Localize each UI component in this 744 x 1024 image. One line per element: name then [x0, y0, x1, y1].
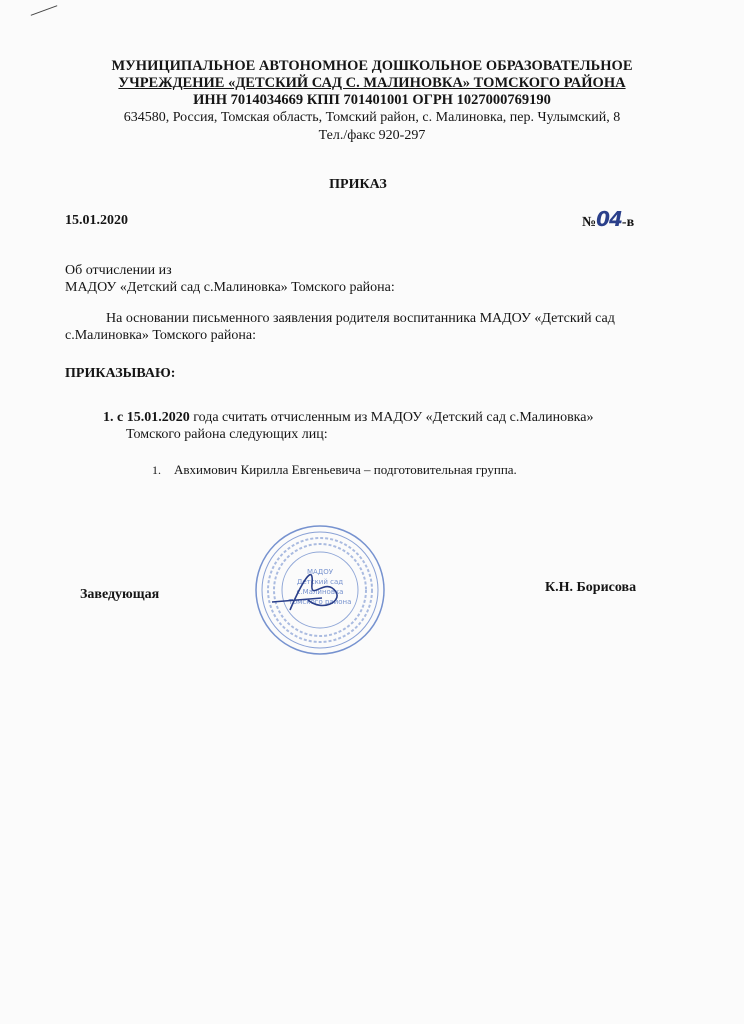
- item-1-number: 1.: [103, 410, 114, 425]
- basis-line-2: с.Малиновка» Томского района:: [65, 328, 256, 343]
- scan-mark: [31, 5, 58, 16]
- signature-role: Заведующая: [80, 587, 160, 602]
- subject-line-1: Об отчислении из: [65, 263, 172, 278]
- subitem-number: 1.: [152, 463, 161, 477]
- header-address: 634580, Россия, Томская область, Томский район, с. Малиновка, пер. Чулымский, 8: [123, 110, 621, 125]
- subject-line-2: МАДОУ «Детский сад с.Малиновка» Томского района:: [65, 280, 395, 295]
- header-line-2: УЧРЕЖДЕНИЕ «ДЕТСКИЙ САД С. МАЛИНОВКА» ТОМСКОГО РАЙОНА: [118, 75, 626, 91]
- svg-text:Детский сад: Детский сад: [296, 578, 344, 586]
- order-word: ПРИКАЗЫВАЮ:: [65, 366, 176, 381]
- svg-text:Томского района: Томского района: [288, 598, 352, 606]
- doc-date: 15.01.2020: [65, 213, 128, 228]
- subitem-text: Авхимович Кирилла Евгеньевича – подготовительная группа.: [174, 462, 517, 477]
- number-sign: №: [582, 215, 597, 230]
- item-1-text: года считать отчисленным из МАДОУ «Детский сад с.Малиновка»: [189, 410, 594, 425]
- doc-number: [582, 207, 634, 231]
- svg-text:с.Малиновка: с.Малиновка: [296, 588, 344, 596]
- header-line-1: МУНИЦИПАЛЬНОЕ АВТОНОМНОЕ ДОШКОЛЬНОЕ ОБРАЗОВАТЕЛЬНОЕ: [111, 58, 633, 74]
- doc-title: ПРИКАЗ: [329, 177, 387, 192]
- item-1-line-2: Томского района следующих лиц:: [126, 427, 328, 442]
- handwritten-number: 04: [596, 207, 622, 231]
- basis-line-1: На основании письменного заявления родителя воспитанника МАДОУ «Детский сад: [106, 311, 615, 326]
- item-1-date: с 15.01.2020: [117, 410, 190, 425]
- signature-name: К.Н. Борисова: [545, 580, 637, 595]
- header-phone: Тел./факс 920-297: [318, 128, 426, 143]
- item-1: [103, 410, 593, 426]
- header-line-3: ИНН 7014034669 КПП 701401001 ОГРН 1027000769190: [193, 92, 551, 108]
- number-suffix: -в: [621, 215, 635, 230]
- svg-text:МАДОУ: МАДОУ: [306, 568, 334, 576]
- institution-stamp: [252, 522, 388, 658]
